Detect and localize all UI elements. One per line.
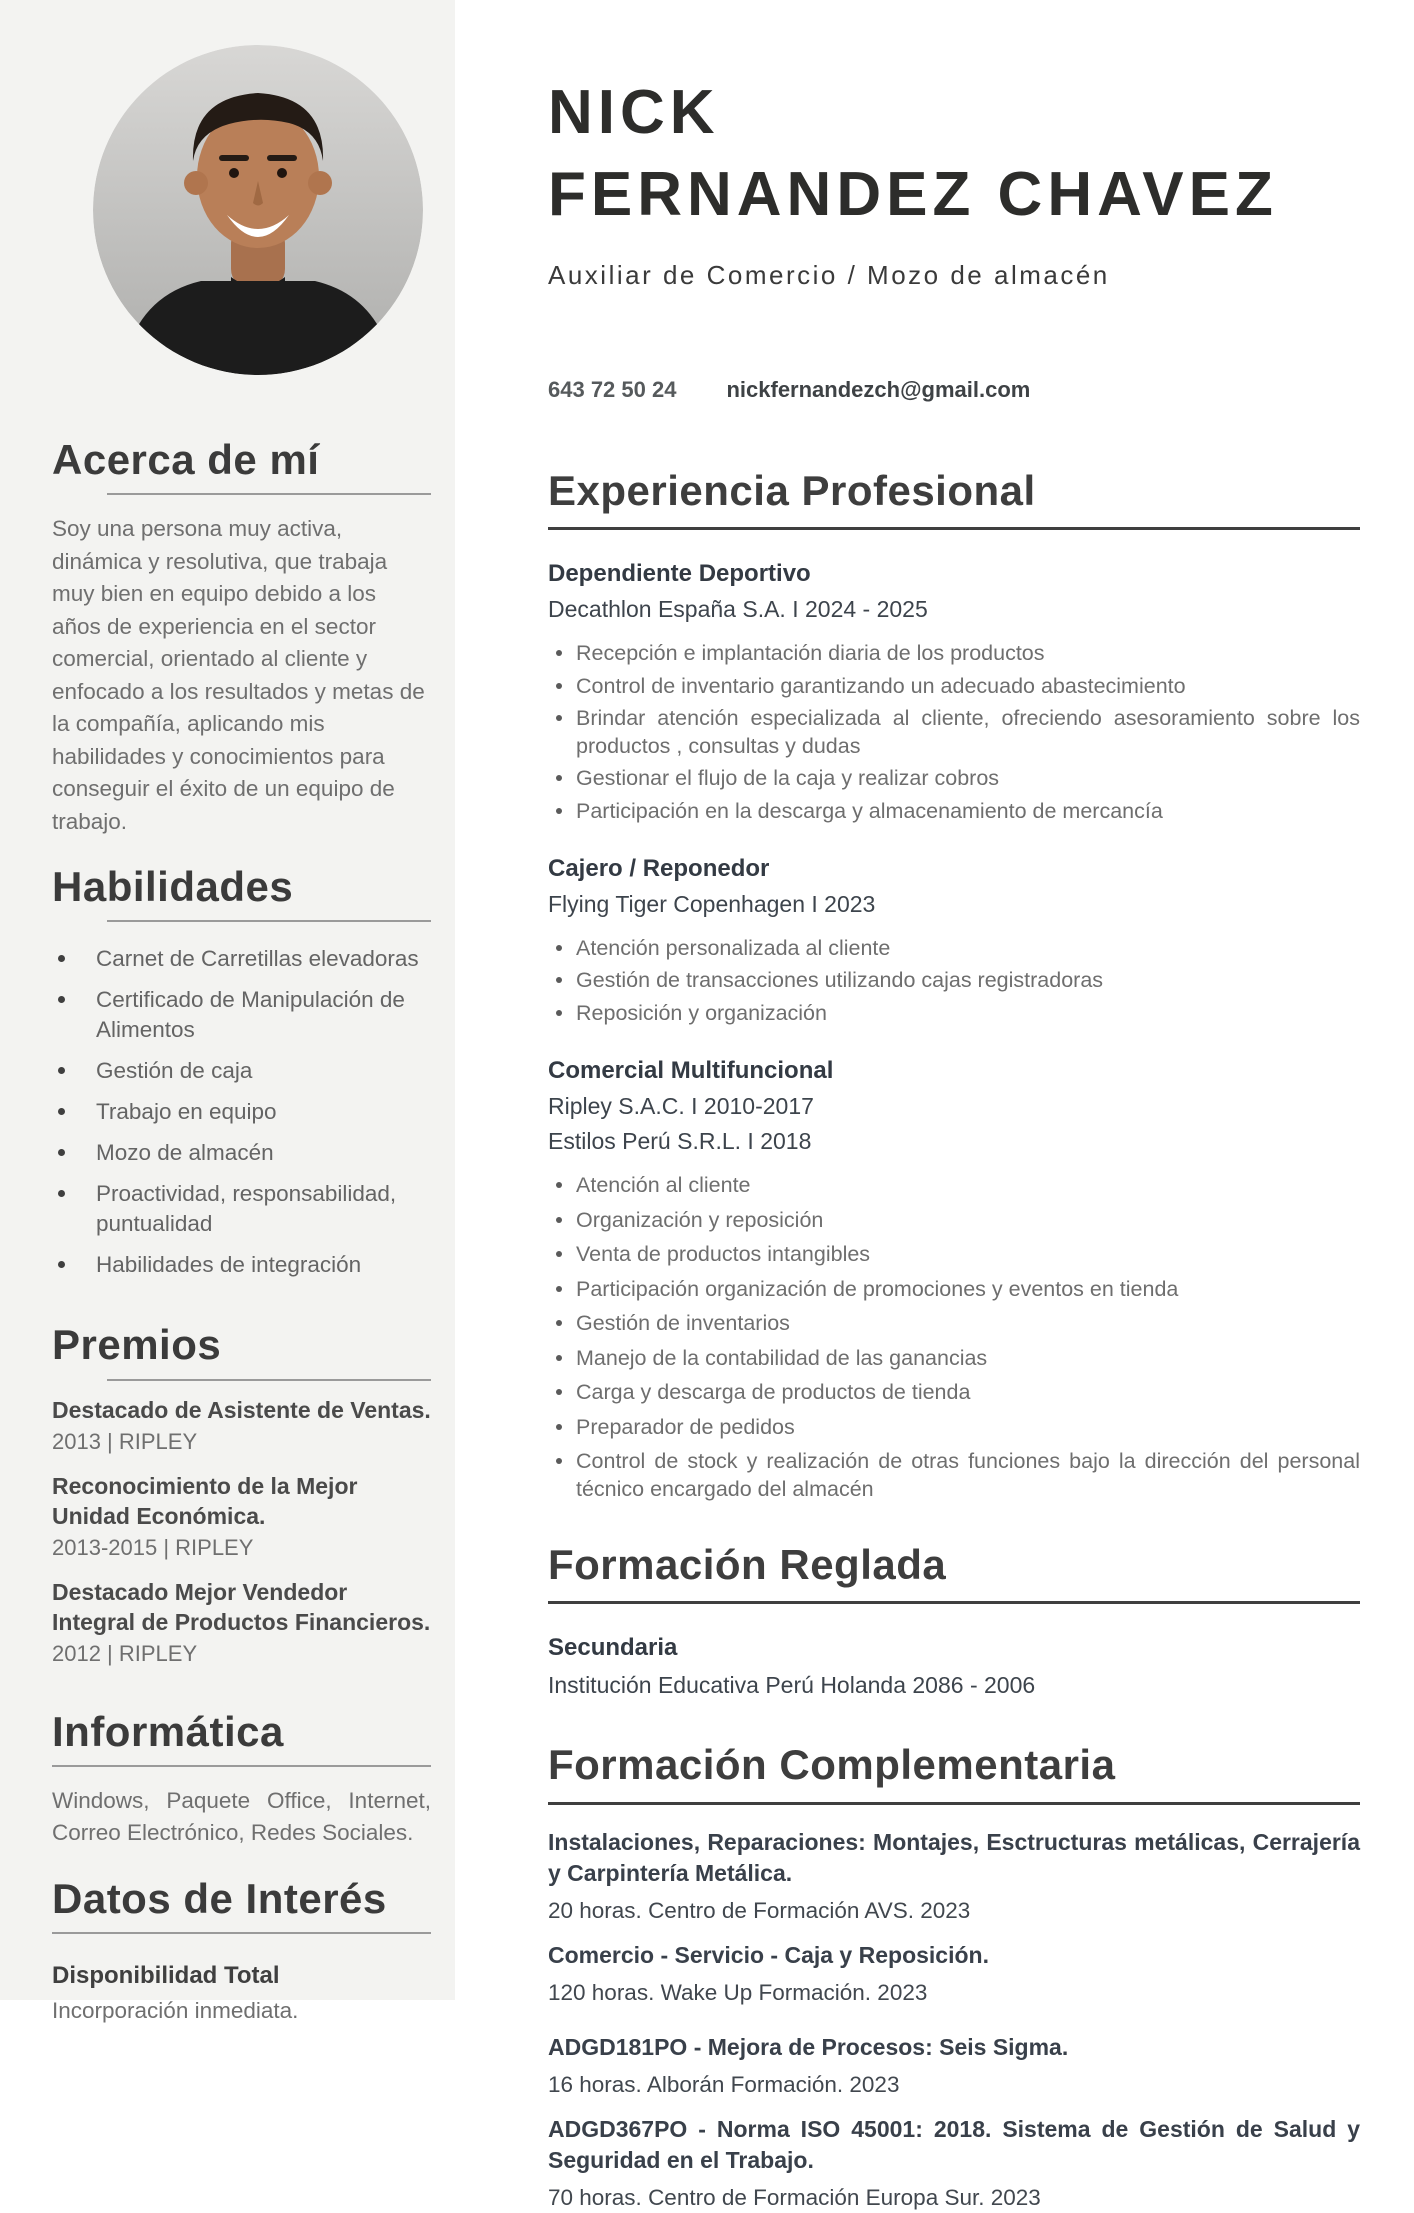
course-name: Comercio - Servicio - Caja y Reposición. xyxy=(548,1941,989,1968)
skill-item: Gestión de caja xyxy=(52,1056,431,1086)
training-section xyxy=(548,1741,1360,2212)
course-name: Instalaciones, Reparaciones: Montajes, Esctructuras metálicas, Cerrajería y Carpintería Metálica. xyxy=(548,1828,1360,1886)
email-address: nickfernandezch@gmail.com xyxy=(726,377,1031,402)
course-entry xyxy=(548,1827,1360,1926)
about-section xyxy=(52,437,431,838)
job-bullet: Venta de productos intangibles xyxy=(548,1241,1360,1269)
skill-item: Habilidades de integración xyxy=(52,1250,431,1280)
availability-text: Incorporación inmediata. xyxy=(52,1997,299,2023)
job-company: Decathlon España S.A. I 2024 - 2025 xyxy=(548,596,928,623)
award-title: Destacado Mejor Vendedor Integral de Productos Financieros. xyxy=(52,1578,431,1635)
job-company: Ripley S.A.C. I 2010-2017 xyxy=(548,1093,814,1120)
course-name: ADGD181PO - Mejora de Procesos: Seis Sigma. xyxy=(548,2033,1069,2060)
job-bullet: Gestión de transacciones utilizando cajas registradoras xyxy=(548,967,1360,995)
informatics-title: Informática xyxy=(52,1707,284,1755)
about-text: Soy una persona muy activa, dinámica y resolutiva, que trabaja muy bien en equipo debido a los años de experiencia en el sector comercial, orientado al cliente y enfocado a los resultados y metas de la compañía, aplicando mis habilidades y conocimientos para conseguir el éxito de un equipo de trabajo. xyxy=(52,516,425,834)
job-bullet-list xyxy=(548,640,1360,825)
course-list xyxy=(548,1827,1360,2213)
skills-section xyxy=(52,864,431,1280)
job-bullet: Carga y descarga de productos de tienda xyxy=(548,1379,1360,1407)
education-section xyxy=(548,1541,1360,1699)
experience-section xyxy=(548,467,1360,1503)
job-entry xyxy=(548,1057,1360,1503)
interests-title: Datos de Interés xyxy=(52,1874,387,1922)
award-entry xyxy=(52,1471,431,1563)
award-title: Reconocimiento de la Mejor Unidad Económica. xyxy=(52,1472,358,1529)
job-bullet: Participación organización de promociones y eventos en tienda xyxy=(548,1276,1360,1304)
divider xyxy=(52,1765,431,1767)
job-company: Estilos Perú S.R.L. I 2018 xyxy=(548,1128,812,1155)
skill-item: Carnet de Carretillas elevadoras xyxy=(52,944,431,974)
course-entry xyxy=(548,1940,1360,2008)
education-title: Formación Reglada xyxy=(548,1541,947,1589)
profile-photo xyxy=(93,45,423,375)
skills-list xyxy=(52,944,431,1280)
course-entry xyxy=(548,2114,1360,2213)
job-bullet: Preparador de pedidos xyxy=(548,1414,1360,1442)
job-bullet: Reposición y organización xyxy=(548,1000,1360,1028)
course-detail: 20 horas. Centro de Formación AVS. 2023 xyxy=(548,1897,971,1923)
headline-job-title: Auxiliar de Comercio / Mozo de almacén xyxy=(548,260,1110,290)
skill-item: Mozo de almacén xyxy=(52,1138,431,1168)
divider xyxy=(548,1802,1360,1805)
job-bullet: Atención al cliente xyxy=(548,1172,1360,1200)
job-bullet: Organización y reposición xyxy=(548,1207,1360,1235)
interests-section xyxy=(52,1876,431,2024)
job-role: Cajero / Reponedor xyxy=(548,855,770,883)
informatics-text: Windows, Paquete Office, Internet, Correo Electrónico, Redes Sociales. xyxy=(52,1787,431,1846)
job-bullet: Control de inventario garantizando un adecuado abastecimiento xyxy=(548,673,1360,701)
awards-list xyxy=(52,1395,431,1669)
skill-item: Proactividad, responsabilidad, puntualidad xyxy=(52,1179,431,1239)
experience-title: Experiencia Profesional xyxy=(548,467,1036,514)
course-name: ADGD367PO - Norma ISO 45001: 2018. Sistema de Gestión de Salud y Seguridad en el Trabajo. xyxy=(548,2115,1360,2173)
job-bullet-list xyxy=(548,935,1360,1028)
job-entry xyxy=(548,855,1360,1027)
skills-title: Habilidades xyxy=(52,863,294,911)
divider xyxy=(107,493,431,495)
divider xyxy=(548,1601,1360,1604)
divider xyxy=(52,1932,431,1934)
sidebar xyxy=(0,0,455,2023)
job-bullet: Recepción e implantación diaria de los productos xyxy=(548,640,1360,668)
award-entry xyxy=(52,1577,431,1669)
skill-item: Trabajo en equipo xyxy=(52,1097,431,1127)
course-detail: 120 horas. Wake Up Formación. 2023 xyxy=(548,1979,928,2005)
job-bullet: Gestionar el flujo de la caja y realizar cobros xyxy=(548,765,1360,793)
job-role: Comercial Multifuncional xyxy=(548,1057,834,1085)
awards-section xyxy=(52,1322,431,1668)
job-bullet: Atención personalizada al cliente xyxy=(548,935,1360,963)
award-title: Destacado de Asistente de Ventas. xyxy=(52,1396,431,1423)
header xyxy=(548,78,1360,403)
education-school: Institución Educativa Perú Holanda 2086 - 2006 xyxy=(548,1672,1036,1699)
job-bullet: Gestión de inventarios xyxy=(548,1310,1360,1338)
course-detail: 70 horas. Centro de Formación Europa Sur. 2023 xyxy=(548,2184,1041,2210)
contact-row xyxy=(548,377,1360,403)
last-name: FERNANDEZ CHAVEZ xyxy=(548,160,1278,229)
awards-title: Premios xyxy=(52,1321,222,1369)
availability-label: Disponibilidad Total xyxy=(52,1961,280,1989)
about-title: Acerca de mí xyxy=(52,436,320,483)
divider xyxy=(548,527,1360,530)
award-entry xyxy=(52,1395,431,1457)
profile-photo-illustration xyxy=(93,45,423,375)
education-degree: Secundaria xyxy=(548,1634,678,1662)
job-bullet: Manejo de la contabilidad de las ganancias xyxy=(548,1345,1360,1373)
phone-number: 643 72 50 24 xyxy=(548,377,677,402)
course-detail: 16 horas. Alborán Formación. 2023 xyxy=(548,2071,900,2097)
job-entry xyxy=(548,560,1360,825)
award-meta: 2013-2015 | RIPLEY xyxy=(52,1534,254,1560)
training-title: Formación Complementaria xyxy=(548,1741,1116,1789)
main-content xyxy=(455,0,1414,2210)
job-bullet: Control de stock y realización de otras funciones bajo la dirección del personal técnico encargado del almacén xyxy=(548,1448,1360,1503)
informatics-section xyxy=(52,1709,431,1850)
first-name: NICK xyxy=(548,78,720,147)
job-bullet: Participación en la descarga y almacenamiento de mercancía xyxy=(548,798,1360,826)
course-entry xyxy=(548,2032,1360,2100)
award-meta: 2012 | RIPLEY xyxy=(52,1640,198,1666)
job-bullet-list xyxy=(548,1172,1360,1503)
job-role: Dependiente Deportivo xyxy=(548,560,811,588)
skill-item: Certificado de Manipulación de Alimentos xyxy=(52,985,431,1045)
divider xyxy=(107,920,431,922)
divider xyxy=(107,1379,431,1381)
award-meta: 2013 | RIPLEY xyxy=(52,1428,198,1454)
job-company: Flying Tiger Copenhagen I 2023 xyxy=(548,890,876,917)
job-bullet: Brindar atención especializada al cliente, ofreciendo asesoramiento sobre los productos , consultas y dudas xyxy=(548,705,1360,760)
